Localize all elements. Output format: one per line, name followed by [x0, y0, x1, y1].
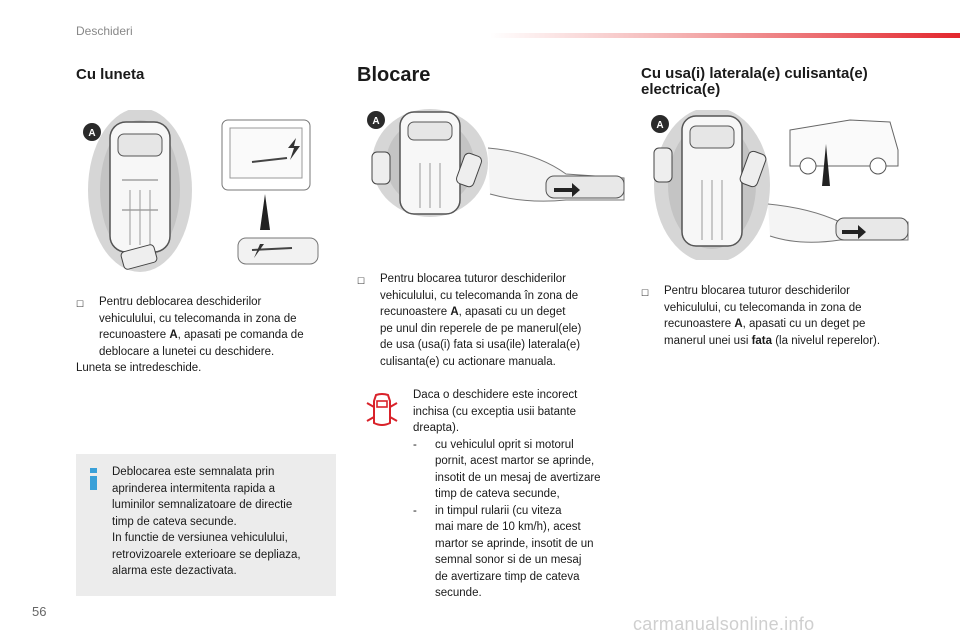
illustration-luneta: [82, 110, 322, 280]
heading-usa-laterala: [641, 66, 941, 98]
heading-usa-laterala-line1: Cu usa(i) laterala(e) culisanta(e): [641, 65, 868, 82]
info-text: Deblocarea este semnalata prin aprinderea intermitenta rapida a luminilor semnalizatoare de directie timp de cateva secunde. In functie de versiunea vehiculului, retrovizoarele exterioare se depliaza, alarma este dezactivata.: [112, 466, 301, 577]
badge-a-3: A: [656, 120, 664, 131]
illustration-usa-laterala: [650, 110, 910, 260]
warning-item-1: - cu vehiculul oprit si motorul pornit, acest martor se aprinde, insotit de un mesaj de avertizare timp de cateva secunde,: [413, 438, 601, 500]
checkbox-bullet-icon: ☐: [76, 299, 85, 309]
warning-item-2: - in timpul rularii (cu viteza mai mare de 10 km/h), acest martor se aprinde, insotit de un semnal sonor si de un mesaj de avertizare timp de cateva secunde.: [413, 504, 594, 599]
heading-usa-laterala-line2: electrica(e): [641, 81, 721, 98]
checkbox-bullet-icon: ☐: [357, 276, 366, 286]
warning-text: Daca o deschidere este incorect inchisa (cu exceptia usii batante dreapta). - cu vehiculul oprit si motorul pornit, acest martor se aprinde, insotit de un mesaj de avertizare timp de cateva secunde, - in timpul rularii (cu viteza mai mare de 10 km/h), acest martor se aprinde, insotit de un semnal sonor si de un mesaj de avertizare timp de cateva secunde.: [413, 387, 623, 602]
page-number: 56: [32, 604, 47, 619]
instruction-usa-laterala: ☐ Pentru blocarea tuturor deschiderilor vehiculului, cu telecomanda in zona de recunoastere A, apasati cu un deget pe manerul unei usi fata (la nivelul reperelor).: [641, 285, 881, 347]
illustration-blocare: [366, 108, 626, 218]
instruction-deblocare: ☐ Pentru deblocarea deschiderilor vehiculului, cu telecomanda in zona de recunoastere A, apasati pe comanda de deblocare a lunetei cu deschidere. Luneta se intredeschide.: [76, 294, 336, 377]
door-open-warning-icon: [365, 393, 399, 429]
luneta-result: Luneta se intredeschide.: [76, 362, 202, 374]
info-icon: [86, 468, 102, 490]
badge-a-1: A: [88, 128, 96, 139]
instruction-blocare: ☐ Pentru blocarea tuturor deschiderilor vehiculului, cu telecomanda în zona de recunoastere A, apasati cu un deget pe unul din reperele de pe manerul(ele) de usa (usa(i) fata si usa(ile) laterala(e) culisanta(e) cu actionare manuala.: [357, 273, 582, 368]
heading-blocare: Blocare: [357, 64, 431, 86]
heading-cu-luneta: Cu luneta: [76, 66, 145, 83]
checkbox-bullet-icon: ☐: [641, 288, 650, 298]
section-label: Deschideri: [76, 24, 133, 38]
badge-a-2: A: [372, 116, 380, 127]
watermark: carmanualsonline.info: [633, 614, 815, 634]
header-accent-bar: [490, 33, 960, 38]
